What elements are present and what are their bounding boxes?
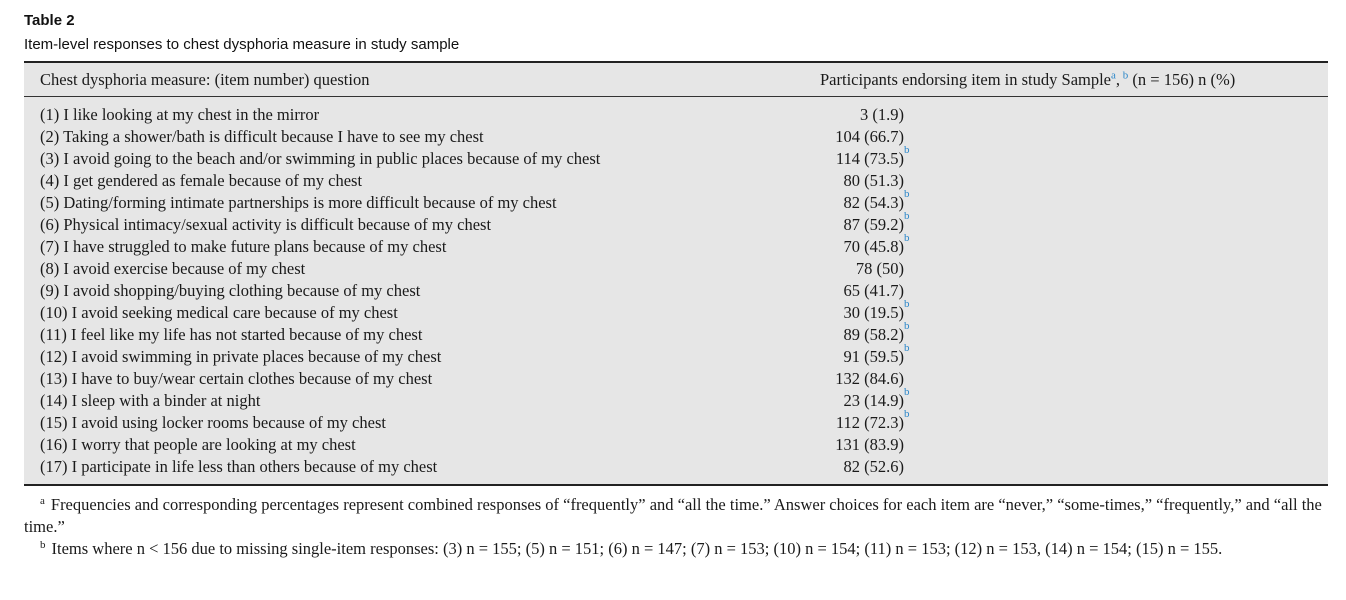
footnote-a — [24, 494, 1328, 538]
row-value: 132 (84.6) — [835, 369, 904, 388]
table-body — [24, 104, 1328, 478]
row-question: (11) I feel like my life has not started because of my chest — [40, 325, 423, 344]
table-row — [24, 170, 1328, 192]
footnote-b-link[interactable]: b — [1120, 69, 1129, 82]
row-question: (7) I have struggled to make future plans because of my chest — [40, 237, 447, 256]
row-footnote-link[interactable]: b — [904, 188, 910, 200]
row-footnote-link[interactable]: b — [904, 298, 910, 310]
row-question: (17) I participate in life less than others because of my chest — [40, 457, 438, 476]
header-participants-suffix: (n = 156) n (%) — [1128, 70, 1236, 89]
row-question: (1) I like looking at my chest in the mirror — [40, 105, 320, 124]
table-row — [24, 342, 1328, 368]
row-footnote-link[interactable]: b — [904, 232, 910, 244]
row-question: (13) I have to buy/wear certain clothes because of my chest — [40, 369, 433, 388]
table-row — [24, 280, 1328, 302]
row-question: (15) I avoid using locker rooms because of my chest — [40, 413, 386, 432]
row-question: (8) I avoid exercise because of my chest — [40, 259, 306, 278]
row-footnote-link[interactable]: b — [904, 386, 910, 398]
row-value: 89 (58.2) — [843, 325, 904, 344]
row-question: (9) I avoid shopping/buying clothing because of my chest — [40, 281, 421, 300]
row-footnote-link[interactable]: b — [904, 342, 910, 354]
footnote-b-mark: b — [40, 538, 46, 551]
footnote-b-text: Items where n < 156 due to missing single-item responses: (3) n = 155; (5) n = 151; (6) n = 147; (7) n = 153; (10) n = 154; (11) n = 153; (12) n = 153, (14) n = 154; (15) n = 155. — [51, 539, 1223, 558]
row-value: 112 (72.3) — [835, 413, 904, 432]
row-value: 23 (14.9) — [843, 391, 904, 410]
table-row — [24, 434, 1328, 456]
table-row — [24, 144, 1328, 170]
row-value: 131 (83.9) — [835, 435, 904, 454]
table-row — [24, 320, 1328, 346]
header-question: Chest dysphoria measure: (item number) question — [40, 70, 370, 89]
table-row — [24, 188, 1328, 214]
row-question: (16) I worry that people are looking at my chest — [40, 435, 356, 454]
row-question: (2) Taking a shower/bath is difficult because I have to see my chest — [40, 127, 484, 146]
row-value: 82 (54.3) — [843, 193, 904, 212]
row-value: 30 (19.5) — [843, 303, 904, 322]
row-question: (3) I avoid going to the beach and/or swimming in public places because of my chest — [40, 149, 601, 168]
footnote-b — [24, 538, 1328, 560]
row-value: 65 (41.7) — [843, 281, 904, 300]
table-label: Table 2 — [24, 12, 75, 29]
table-header — [24, 63, 1328, 97]
table-row — [24, 298, 1328, 324]
footnote-a-link[interactable]: a — [1111, 69, 1116, 82]
row-value: 87 (59.2) — [843, 215, 904, 234]
row-question: (4) I get gendered as female because of my chest — [40, 171, 363, 190]
table-row — [24, 408, 1328, 434]
table-row — [24, 210, 1328, 236]
table-row — [24, 126, 1328, 148]
table-row — [24, 258, 1328, 280]
row-footnote-link[interactable]: b — [904, 408, 910, 420]
row-footnote-link[interactable]: b — [904, 144, 910, 156]
footnote-a-mark: a — [40, 494, 45, 507]
header-sup-separator: , — [1115, 70, 1121, 89]
row-question: (6) Physical intimacy/sexual activity is difficult because of my chest — [40, 215, 492, 234]
data-table — [24, 61, 1328, 486]
table-row — [24, 104, 1328, 126]
row-question: (12) I avoid swimming in private places because of my chest — [40, 347, 442, 366]
row-question: (10) I avoid seeking medical care because of my chest — [40, 303, 398, 322]
table-row — [24, 232, 1328, 258]
row-question: (5) Dating/forming intimate partnerships is more difficult because of my chest — [40, 193, 557, 212]
table-title: Item-level responses to chest dysphoria measure in study sample — [24, 36, 460, 53]
row-value: 3 (1.9) — [860, 105, 904, 124]
header-participants-prefix: Participants endorsing item in study Sample — [820, 70, 1112, 89]
row-value: 78 (50) — [855, 259, 904, 278]
row-value: 70 (45.8) — [843, 237, 904, 256]
table-row — [24, 386, 1328, 412]
row-value: 104 (66.7) — [835, 127, 904, 146]
row-value: 82 (52.6) — [843, 457, 904, 476]
header-participants — [820, 70, 1235, 90]
table-row — [24, 368, 1328, 390]
row-footnote-link[interactable]: b — [904, 210, 910, 222]
table-row — [24, 456, 1328, 478]
row-value: 91 (59.5) — [843, 347, 904, 366]
row-value: 114 (73.5) — [835, 149, 904, 168]
footnote-a-text: Frequencies and corresponding percentages represent combined responses of “frequently” and “all the time.” Answer choices for each item are “never,” “some-times,” “frequently,” and “all the time.” — [24, 495, 1322, 536]
row-value: 80 (51.3) — [843, 171, 904, 190]
footnotes — [24, 494, 1328, 560]
row-footnote-link[interactable]: b — [904, 320, 910, 332]
row-question: (14) I sleep with a binder at night — [40, 391, 261, 410]
